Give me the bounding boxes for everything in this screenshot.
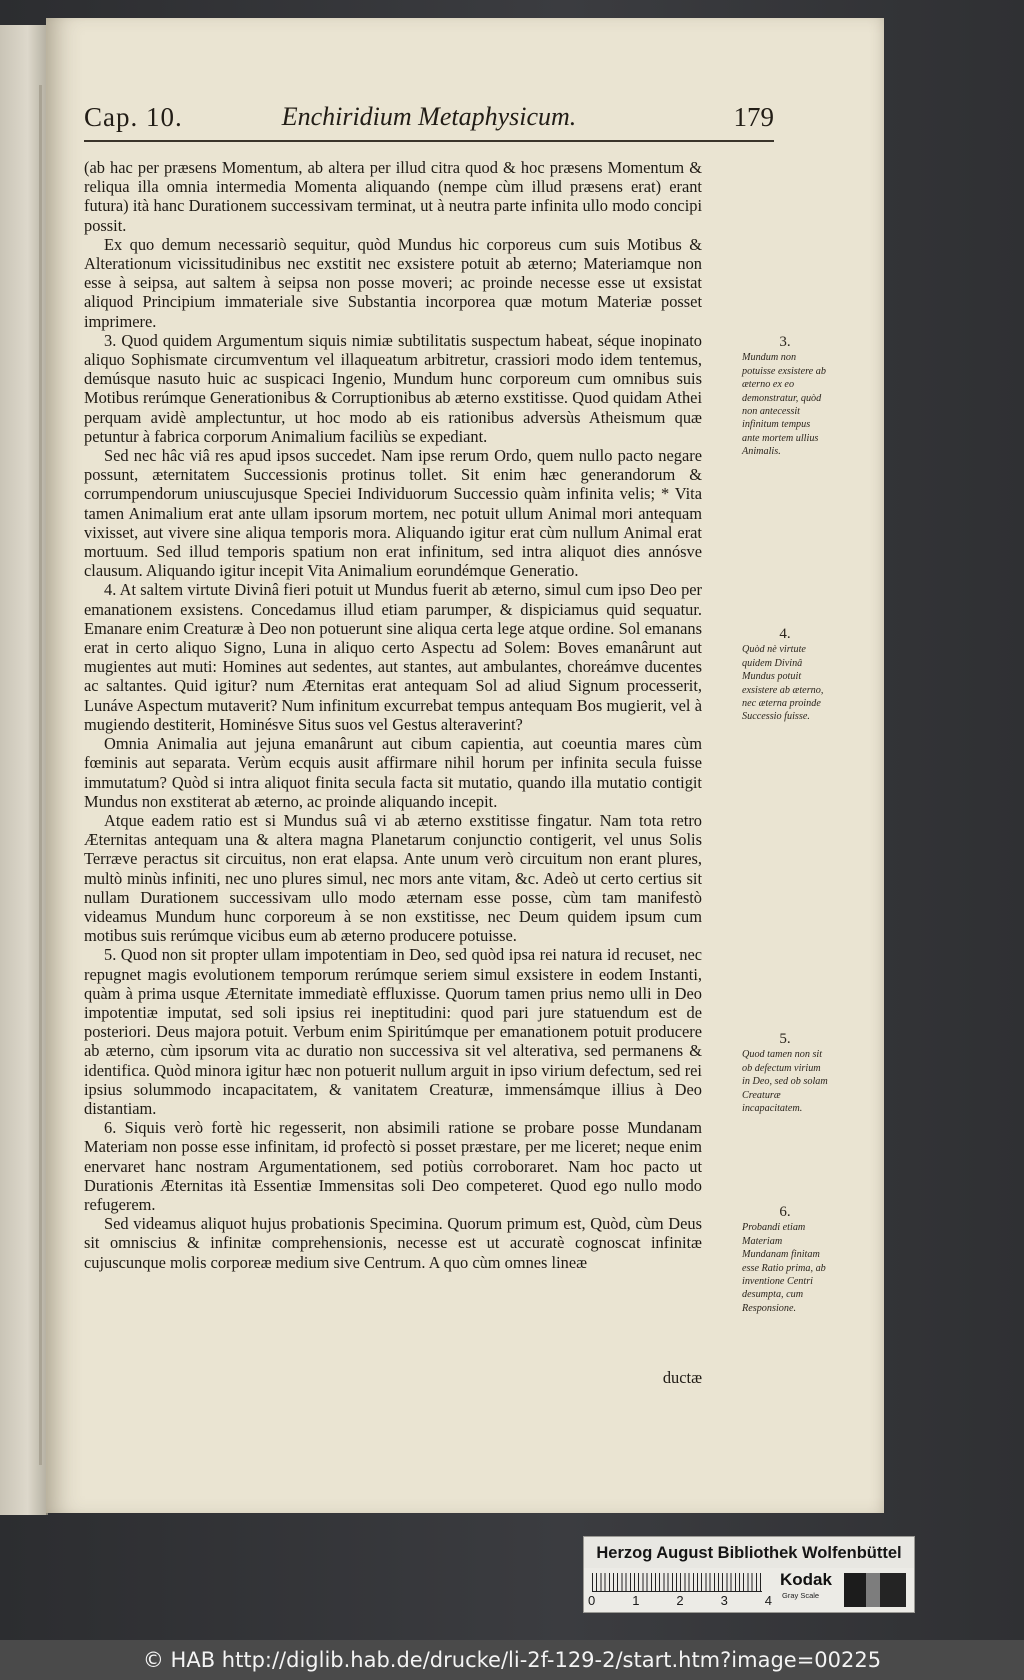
main-text-column bbox=[84, 158, 702, 1272]
ruler-tick-label: 0 bbox=[588, 1593, 596, 1608]
marginal-number: 3. bbox=[779, 334, 791, 350]
marginal-note-3 bbox=[742, 336, 828, 459]
gray-scale-label: Gray Scale bbox=[782, 1591, 820, 1600]
ruler-tick-label: 1 bbox=[632, 1593, 640, 1608]
marginal-number: 5. bbox=[779, 1031, 791, 1047]
color-scale-card bbox=[583, 1568, 915, 1613]
paragraph-7: Atque eadem ratio est si Mundus suâ vi ab æterno exstitisse fingatur. Nam tota retro Æternitas antequam una & altera magna Planetarum conjunctio contigerit, vel unus Solis Terræve peractus sit circuitus, non erat elapsa. Ante unum verò circuitum non erant plures, multò minùs infiniti, nec uno plures simul, nec mors ante vitam, &c. Adeò ut certo certius sit nullam Durationem successivam ullo modo æternam esse posse, cùm tam manifestò videamus Mundum hunc corporeum à se non exstitisse, nec Deum quidem ipsum cum motibus suis rerúmque vicibus eum ab æterno producere potuisse. bbox=[84, 810, 702, 946]
ruler-ticks bbox=[592, 1573, 762, 1592]
marginal-number: 6. bbox=[779, 1204, 791, 1220]
ruler-tick-label: 3 bbox=[720, 1593, 728, 1608]
ruler-tick-label: 2 bbox=[676, 1593, 684, 1608]
chapter-label: Cap. 10. bbox=[84, 102, 183, 132]
ruler-numbers bbox=[588, 1593, 772, 1608]
paragraph-8: 5. Quod non sit propter ullam impotentiam in Deo, sed quòd ipsa rei natura id recuset, nec repugnet magis evolutionem temporum rerúmque seriem simul exsistere in eodem Instanti, quàm à prima usque Æternitate immediatè effluxisse. Quorum tamen prius nemo ulli in Deo impotentiæ imputat, sed soli ipsius rei ineptitudini: quod pari jure statuendum est de posteriori. Deus majora potuit. Verbum enim Spiritúmque per emanationem potuit producere ab æterno, cùm ipsorum vita ac duratio non successiva sit vel alterativa, sed permanens & identifica. Quòd minora igitur hæc non potuerit nullum arguit in ipso virium defectum, sed rei ipsius solummodo incapacitatem, & vanitatem Creaturæ, immensámque illius à Deo distantiam. bbox=[84, 945, 702, 1118]
gray-patch-mid bbox=[866, 1573, 880, 1607]
paragraph-3: 3. Quod quidem Argumentum siquis nimiæ subtilitatis suspectum habeat, séque inopinato aliquo Sophismate circumventum vel illaqueatum arbitretur, crassiori modo idem tentemus, demúsque nasuto huic ac suspicaci Ingenio, Mundum hunc corporeum cum omnibus suis Motibus rerúmque Generationibus & Corruptionibus ab æterno exstitisse. Quod quidam Athei perquam avidè amplectuntur, ut hoc modo ab eis rationibus adversùs Atheismum quæ petuntur à fabrica corporum Animalium faciliùs se expediant. bbox=[84, 330, 702, 446]
paragraph-9: 6. Siquis verò fortè hic regesserit, non absimili ratione se probare posse Mundanam Materiam non posse esse infinitam, id profectò si posset præstare, per me liceret; neque enim enervaret hanc nostram Argumentationem, sed potiùs corroboraret. Nam hoc pacto ut Durationis Æternitas ità Essentiæ Immensitas soli Deo competeret. Quod ego nullo modo refugerem. bbox=[84, 1118, 702, 1214]
ruler-tick-label: 4 bbox=[764, 1593, 772, 1608]
paragraph-5: 4. At saltem virtute Divinâ fieri potuit ut Mundus fuerit ab æterno, simul cum ipso Deo per emanationem exsistens. Concedamus illud etiam parumper, & dispiciamus quid sequatur. Emanare enim Creaturæ à Deo non potuerunt sine aliqua certa lege atque ordine. Sol emanans erat in certo aliquo Signo, Luna in aliquo certo Aspectu ad Solem: Boves emanârunt aut mugientes aut muti: Homines aut sedentes, aut stantes, aut ambulantes, choreámve ducentes ac saltantes. Quid igitur? num Æternitas erat antequam Sol ad aliud Signum processerit, Lunáve Aspectum mutaverit? Num infinitum excurrebat tempus antequam Bos mugierit, vel à mugiendo destiterit, Hominésve Situs suos vel Gestus alteraverint? bbox=[84, 580, 702, 734]
marginal-text: Quod tamen non sit ob defectum virium in Deo, sed ob solam Creaturæ incapacitatem. bbox=[742, 1049, 828, 1115]
running-title: Enchiridium Metaphysicum. bbox=[281, 102, 577, 131]
page-edge-line bbox=[39, 85, 42, 1465]
marginal-number: 4. bbox=[779, 626, 791, 642]
marginal-text: Probandi etiam Materiam Mundanam finitam esse Ratio prima, ab inventione Centri desumpta, cum Responsione. bbox=[742, 1222, 826, 1314]
marginal-note-5 bbox=[742, 1033, 828, 1115]
marginal-note-6 bbox=[742, 1206, 828, 1315]
paragraph-2: Ex quo demum necessariò sequitur, quòd Mundus hic corporeus cum suis Motibus & Alterationum vicissitudinibus nec exstitit nec exsistere potuit ab æterno; Materiamque non esse à seipsa, aut saltem à seipsa non posse moveri; ac proinde necesse esse ut exsistat aliquod Principium immateriale sive Substantia incorporea quæ motum Materiæ posset imprimere. bbox=[84, 234, 702, 331]
marginal-note-4 bbox=[742, 628, 828, 724]
kodak-logo: Kodak bbox=[780, 1570, 832, 1589]
catchword: ductæ bbox=[662, 1368, 702, 1387]
marginal-text: Quòd nè virtute quidem Divinâ Mundus potuit exsistere ab æterno, nec æterna proinde Successio fuisse. bbox=[742, 644, 824, 723]
previous-page-edge bbox=[0, 25, 48, 1515]
gray-patch-black bbox=[880, 1573, 906, 1607]
paragraph-4: Sed nec hâc viâ res apud ipsos succedet. Nam ipse rerum Ordo, quem nullo pacto negare possunt, æternitatem Successionis protinus tollet. Sit enim hæc generandorum & corrumpendorum uniuscujusque Speciei Individuorum Successio quàm infinita velis; * Vita tamen Animalium erat ante ullam ipsorum mortem, nec potuit ullum Animal mori antequam vixisset, aut vivere sine aliqua temporis mora. Aliquando igitur erat cùm nullum Animal erat mortuum. Sed illud temporis spatium non erat infinitum, sed intra aliquot dies annósve clausum. Aliquando igitur incepit Vita Animalium eorundémque Generatio. bbox=[84, 446, 702, 581]
marginal-text: Mundum non potuisse exsistere ab æterno ex eo demonstratur, quòd non antecessit infinitum tempus ante mortem ullius Animalis. bbox=[742, 352, 826, 458]
paragraph-6: Omnia Animalia aut jejuna emanârunt aut cibum capientia, aut coeuntia mares cùm fœminis aut separata. Verùm ecquis ausit affirmare nihil horum per infinita secula fuisse immutatum? Quòd si intra aliquot finita secula facta sit mutatio, quando illa mutatio contigit Mundus non exstiterat ab æterno, ac proinde aliquando incepit. bbox=[84, 734, 702, 811]
copyright-footer: © HAB http://diglib.hab.de/drucke/li-2f-129-2/start.htm?image=00225 bbox=[0, 1640, 1024, 1680]
page-number: 179 bbox=[733, 102, 774, 132]
running-header bbox=[84, 100, 774, 142]
library-label: Herzog August Bibliothek Wolfenbüttel bbox=[583, 1536, 915, 1570]
paragraph-1: (ab hac per præsens Momentum, ab altera per illud citra quod & hoc præsens Momentum & reliqua illa omnia intermedia Momenta aliquando (nempe cùm illud præsens erat) erant futura) ità hanc Durationem successivam terminat, ut à neutra parte infinita ullo modo concipi possit. bbox=[84, 158, 702, 235]
paragraph-10: Sed videamus aliquot hujus probationis Specimina. Quorum primum est, Quòd, cùm Deus sit omniscius & infinitæ comprehensionis, necesse est ut accuratè cognoscat infinitæ cujuscunque molis corporeæ medium sive Centrum. A quo cùm omnes lineæ bbox=[84, 1214, 702, 1272]
gray-patch-dark bbox=[844, 1573, 866, 1607]
